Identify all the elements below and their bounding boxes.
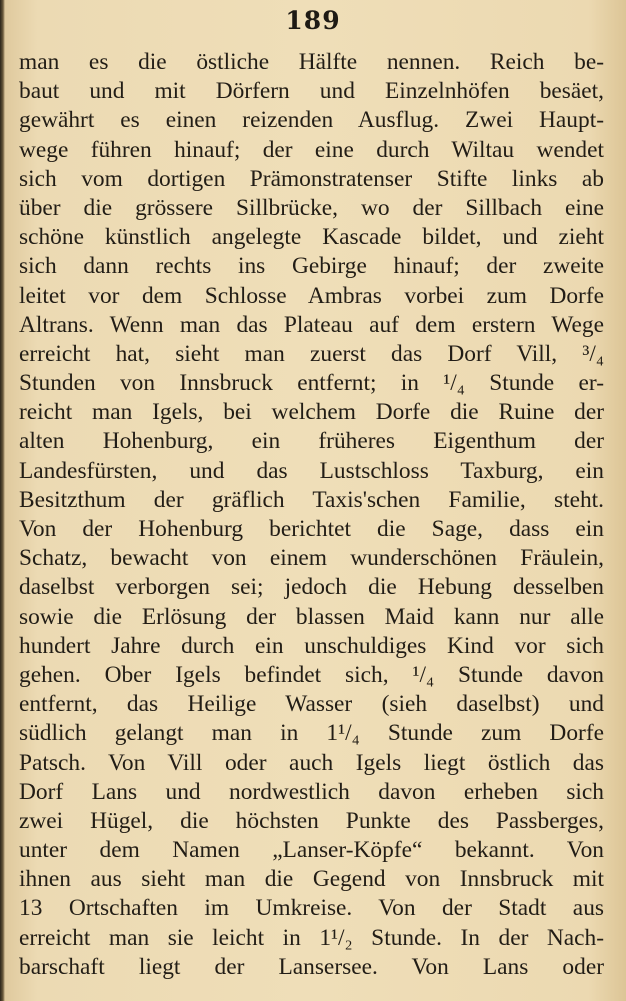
text-line: zwei Hügel, die höchsten Punkte des Passberges, xyxy=(19,807,604,834)
text-line: Stunden von Innsbruck entfernt; in ¹/₄ Stunde er- xyxy=(19,370,604,397)
text-line: Dorf Lans und nordwestlich davon erheben sich xyxy=(19,778,604,805)
text-line: Besitzthum der gräflich Taxis'schen Familie, steht. xyxy=(19,486,604,513)
text-line: sich vom dortigen Prämonstratenser Stifte links ab xyxy=(19,165,604,192)
text-line: über die grössere Sillbrücke, wo der Sillbach eine xyxy=(19,194,604,221)
text-line: Von der Hohenburg berichtet die Sage, dass ein xyxy=(19,516,604,542)
text-line: Schatz, bewacht von einem wunderschönen Fräulein, xyxy=(19,545,604,572)
text-line: barschaft liegt der Lansersee. Von Lans oder xyxy=(19,953,604,980)
text-line: sich dann rechts ins Gebirge hinauf; der zweite xyxy=(19,253,604,280)
text-line: Landesfürsten, und das Lustschloss Taxburg, ein xyxy=(19,457,604,484)
text-line: unter dem Namen „Lanser-Köpfe“ bekannt. Von xyxy=(19,837,604,864)
text-line: schöne künstlich angelegte Kascade bildet, und zieht xyxy=(19,224,604,251)
text-line: leitet vor dem Schlosse Ambras vorbei zum Dorfe xyxy=(19,282,604,309)
page-binding-edge xyxy=(0,0,5,1001)
text-line: Patsch. Von Vill oder auch Igels liegt östlich das xyxy=(19,749,604,776)
text-line: entfernt, das Heilige Wasser (sieh daselbst) und xyxy=(19,691,604,718)
text-line: erreicht man sie leicht in 1¹/₂ Stunde. In der Nach- xyxy=(19,924,604,951)
text-line: alten Hohenburg, ein früheres Eigenthum der xyxy=(19,428,604,455)
text-line: sowie die Erlösung der blassen Maid kann nur alle xyxy=(19,603,604,630)
text-line: südlich gelangt man in 1¹/₄ Stunde zum Dorfe xyxy=(19,720,604,747)
page-number: 189 xyxy=(285,6,341,35)
text-line: 13 Ortschaften im Umkreise. Von der Stadt aus xyxy=(19,895,604,922)
text-line: daselbst verborgen sei; jedoch die Hebung desselben xyxy=(19,574,604,601)
text-line: erreicht hat, sieht man zuerst das Dorf Vill, ³/₄ xyxy=(19,340,604,367)
text-line: hundert Jahre durch ein unschuldiges Kind vor sich xyxy=(19,632,604,659)
text-line: gewährt es einen reizenden Ausflug. Zwei Haupt- xyxy=(19,107,604,134)
text-line: ihnen aus sieht man die Gegend von Innsbruck mit xyxy=(19,866,604,893)
text-line: gehen. Ober Igels befindet sich, ¹/₄ Stunde davon xyxy=(19,661,604,688)
text-line: reicht man Igels, bei welchem Dorfe die Ruine der xyxy=(19,399,604,426)
text-line: man es die östliche Hälfte nennen. Reich be- xyxy=(19,49,604,75)
text-line: Altrans. Wenn man das Plateau auf dem erstern Wege xyxy=(19,311,604,338)
text-line: baut und mit Dörfern und Einzelnhöfen besäet, xyxy=(19,78,604,105)
body-text xyxy=(19,48,604,982)
text-line: wege führen hinauf; der eine durch Wiltau wendet xyxy=(19,136,604,163)
